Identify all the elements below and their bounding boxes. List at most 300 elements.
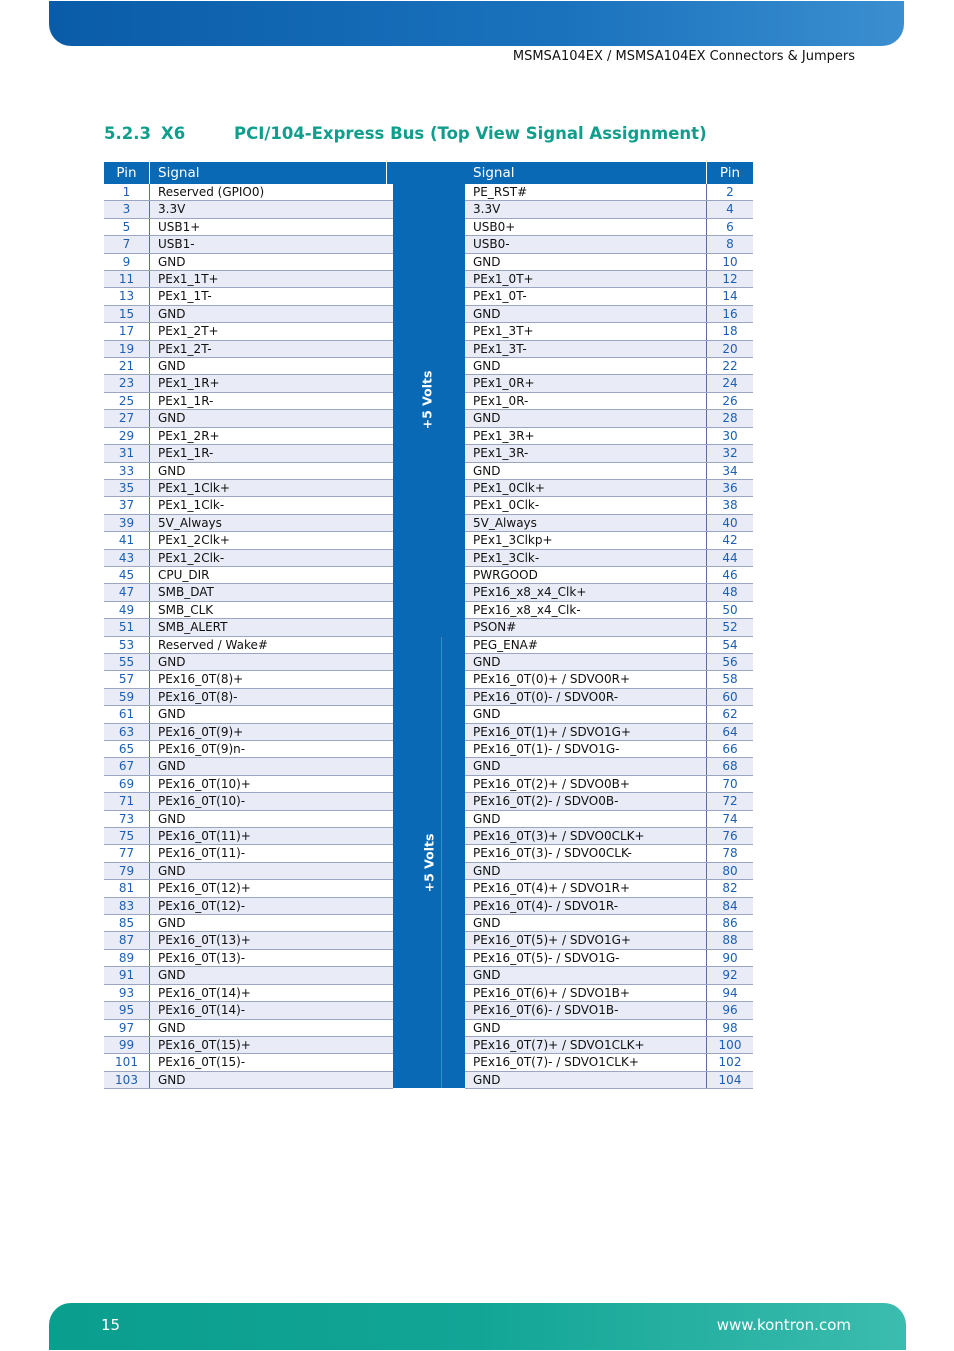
pin-number: 40 — [722, 515, 738, 530]
footer-url[interactable]: www.kontron.com — [716, 1316, 851, 1334]
table-row — [465, 619, 753, 636]
header-title: MSMSA104EX / MSMSA104EX Connectors & Jumpers — [512, 49, 855, 64]
table-row — [465, 1020, 753, 1037]
signal-name: PEx1_3Clk- — [465, 550, 707, 566]
signal-name: 3.3V — [465, 201, 707, 217]
pin-number: 11 — [104, 271, 150, 287]
table-row — [104, 932, 393, 949]
pin-number: 42 — [722, 533, 738, 548]
signal-name: GND — [465, 915, 707, 931]
signal-name: PEx16_0T(13)- — [158, 950, 246, 965]
table-row — [104, 375, 393, 392]
table-row — [104, 306, 393, 323]
table-row — [465, 515, 753, 532]
table-row — [104, 219, 393, 236]
pin-number: 41 — [104, 532, 150, 548]
table-row — [465, 602, 753, 619]
pin-number: 62 — [722, 707, 738, 722]
signal-name: USB1- — [158, 237, 195, 252]
pin-number: 28 — [722, 411, 738, 426]
table-row — [104, 428, 393, 445]
signal-name: PEx1_1R+ — [158, 376, 220, 391]
pin-number: 52 — [722, 620, 738, 635]
pin-number: 10 — [722, 254, 738, 269]
signal-name: PEx16_0T(12)- — [158, 898, 246, 913]
table-row — [465, 341, 753, 358]
signal-name: Reserved / Wake# — [158, 637, 268, 652]
signal-name: PEx1_1T- — [158, 289, 212, 304]
pin-number: 67 — [104, 758, 150, 774]
volts-divider — [441, 637, 442, 1088]
pin-number: 76 — [722, 829, 738, 844]
pin-number: 1 — [104, 184, 150, 200]
table-row — [104, 341, 393, 358]
signal-name: PEx16_0T(9)n- — [158, 742, 246, 756]
pin-number: 25 — [104, 393, 150, 409]
table-row — [465, 306, 753, 323]
pin-number: 30 — [722, 428, 738, 443]
table-row — [104, 671, 393, 688]
pin-number: 74 — [722, 811, 738, 826]
pin-number: 68 — [722, 759, 738, 774]
signal-name: PEx16_0T(11)+ — [158, 829, 251, 844]
pin-number: 36 — [722, 480, 738, 495]
pin-number: 20 — [722, 341, 738, 356]
pin-number: 51 — [104, 619, 150, 635]
table-row — [465, 497, 753, 514]
table-row — [104, 863, 393, 880]
signal-name: PEx1_1R- — [158, 446, 214, 461]
signal-name: GND — [158, 863, 186, 878]
pin-number: 79 — [104, 863, 150, 879]
pin-number: 48 — [722, 585, 738, 600]
table-row — [465, 880, 753, 897]
pin-number: 70 — [722, 776, 738, 791]
pin-number: 9 — [104, 254, 150, 270]
signal-name: USB1+ — [158, 219, 201, 234]
pin-number: 5 — [104, 219, 150, 235]
signal-name: GND — [158, 707, 186, 722]
signal-name: SMB_DAT — [158, 585, 214, 600]
table-row — [465, 219, 753, 236]
table-row — [104, 480, 393, 497]
table-row — [465, 201, 753, 218]
table-row — [104, 567, 393, 584]
table-row — [104, 845, 393, 862]
table-row — [465, 724, 753, 741]
pin-number: 80 — [722, 863, 738, 878]
signal-name: PEx16_0T(4)- / SDVO1R- — [465, 898, 707, 914]
table-row — [465, 584, 753, 601]
pin-number: 100 — [718, 1037, 742, 1052]
table-row — [104, 410, 393, 427]
table-row — [465, 863, 753, 880]
pin-number: 85 — [104, 915, 150, 931]
pin-number: 65 — [104, 741, 150, 757]
volts-bar-lower — [393, 637, 465, 1088]
pin-number: 53 — [104, 637, 150, 653]
signal-name: PEx1_1Clk- — [158, 498, 225, 513]
signal-name: GND — [465, 1072, 707, 1088]
pin-number: 84 — [722, 898, 738, 913]
table-header-left — [104, 162, 393, 184]
signal-name: PEx1_1Clk+ — [158, 480, 230, 495]
pin-number: 21 — [104, 358, 150, 374]
pin-number: 58 — [722, 672, 738, 687]
pin-number: 99 — [104, 1037, 150, 1053]
table-row — [104, 463, 393, 480]
table-row — [104, 758, 393, 775]
pin-number: 59 — [104, 689, 150, 705]
pin-number: 97 — [104, 1020, 150, 1036]
table-row — [104, 967, 393, 984]
pin-number: 93 — [104, 985, 150, 1001]
pin-number: 55 — [104, 654, 150, 670]
table-row — [104, 515, 393, 532]
table-row — [465, 1037, 753, 1054]
pin-number: 78 — [722, 846, 738, 861]
signal-name: PEx1_0T- — [465, 288, 707, 304]
signal-name: GND — [465, 254, 707, 270]
signal-name: GND — [158, 654, 186, 669]
signal-name: GND — [158, 968, 186, 983]
footer-bar — [49, 1303, 906, 1350]
section-number: 5.2.3 — [104, 124, 151, 143]
table-row — [465, 985, 753, 1002]
pin-number: 92 — [722, 968, 738, 983]
table-row — [104, 654, 393, 671]
table-row — [104, 393, 393, 410]
signal-name: GND — [158, 759, 186, 774]
table-row — [104, 898, 393, 915]
signal-name: PEx16_0T(4)+ / SDVO1R+ — [465, 880, 707, 896]
signal-name: PEx1_3T+ — [465, 323, 707, 339]
signal-name: PEx16_0T(0)+ / SDVO0R+ — [465, 671, 707, 687]
pin-number: 90 — [722, 950, 738, 965]
signal-name: PEx1_2Clk- — [158, 550, 225, 565]
signal-name: PEx1_2T+ — [158, 324, 219, 339]
signal-name: PEG_ENA# — [465, 637, 707, 653]
table-row — [104, 724, 393, 741]
table-row — [104, 811, 393, 828]
pin-number: 46 — [722, 567, 738, 582]
pin-number: 81 — [104, 880, 150, 896]
table-row — [104, 619, 393, 636]
signal-name: GND — [465, 463, 707, 479]
column-header-pin: Pin — [104, 162, 150, 184]
signal-name: PEx16_x8_x4_Clk+ — [465, 584, 707, 600]
table-row — [104, 184, 393, 201]
signal-name: PSON# — [465, 619, 707, 635]
signal-name: GND — [465, 358, 707, 374]
pin-number: 22 — [722, 359, 738, 374]
signal-name: PEx1_2Clk+ — [158, 533, 230, 548]
signal-name: PEx1_1R- — [158, 393, 214, 408]
pin-number: 12 — [722, 272, 738, 287]
table-row — [104, 637, 393, 654]
pin-number: 87 — [104, 932, 150, 948]
page-number: 15 — [101, 1316, 121, 1334]
table-row — [104, 1072, 393, 1089]
signal-name: GND — [465, 706, 707, 722]
signal-name: PEx16_0T(6)+ / SDVO1B+ — [465, 985, 707, 1001]
signal-name: PWRGOOD — [465, 567, 707, 583]
table-row — [465, 323, 753, 340]
table-row — [465, 828, 753, 845]
pin-number: 15 — [104, 306, 150, 322]
table-row — [465, 689, 753, 706]
signal-name: PEx1_3T- — [465, 341, 707, 357]
table-row — [465, 463, 753, 480]
signal-name: PEx1_0T+ — [465, 271, 707, 287]
table-row — [465, 1054, 753, 1071]
table-row — [104, 445, 393, 462]
table-row — [104, 602, 393, 619]
pin-number: 94 — [722, 985, 738, 1000]
signal-name: PEx16_0T(8)+ — [158, 672, 244, 687]
signal-name: PEx1_2T- — [158, 341, 212, 356]
signal-name: PEx16_0T(1)- / SDVO1G- — [465, 741, 707, 757]
pin-number: 26 — [722, 393, 738, 408]
pin-number: 3 — [104, 201, 150, 217]
pin-number: 91 — [104, 967, 150, 983]
pin-number: 6 — [726, 219, 734, 234]
signal-name: PEx1_0Clk- — [465, 497, 707, 513]
table-row — [465, 637, 753, 654]
table-row — [465, 445, 753, 462]
signal-name: GND — [158, 359, 186, 374]
signal-name: 3.3V — [158, 202, 186, 217]
signal-name: GND — [465, 758, 707, 774]
signal-name: 5V_Always — [158, 515, 222, 530]
signal-name: GND — [158, 463, 186, 478]
pin-number: 56 — [722, 654, 738, 669]
pin-number: 43 — [104, 550, 150, 566]
table-row — [465, 706, 753, 723]
signal-name: GND — [158, 1020, 186, 1035]
table-row — [104, 776, 393, 793]
table-row — [104, 828, 393, 845]
section-connector: X6 — [161, 124, 186, 143]
signal-name: PEx1_3R- — [465, 445, 707, 461]
pin-number: 96 — [722, 1003, 738, 1018]
pin-number: 27 — [104, 410, 150, 426]
signal-name: PEx1_0R+ — [465, 375, 707, 391]
volts-bar-upper — [393, 162, 465, 637]
column-header-pin: Pin — [719, 165, 741, 181]
pin-number: 31 — [104, 445, 150, 461]
pin-number: 33 — [104, 463, 150, 479]
table-row — [104, 532, 393, 549]
table-row — [465, 428, 753, 445]
signal-name: USB0- — [465, 236, 707, 252]
signal-name: 5V_Always — [465, 515, 707, 531]
signal-name: PEx16_0T(0)- / SDVO0R- — [465, 689, 707, 705]
signal-name: PEx16_x8_x4_Clk- — [465, 602, 707, 618]
pin-number: 57 — [104, 671, 150, 687]
signal-name: PEx1_0Clk+ — [465, 480, 707, 496]
signal-name: SMB_CLK — [158, 602, 214, 617]
pin-number: 61 — [104, 706, 150, 722]
table-row — [465, 550, 753, 567]
signal-name: GND — [465, 1020, 707, 1036]
volts-label-lower: +5 Volts — [421, 833, 437, 892]
table-row — [465, 811, 753, 828]
table-row — [465, 1072, 753, 1089]
table-row — [465, 236, 753, 253]
pin-number: 72 — [722, 794, 738, 809]
table-row — [104, 201, 393, 218]
table-row — [465, 950, 753, 967]
signal-name: PEx16_0T(13)+ — [158, 933, 251, 948]
pin-number: 4 — [726, 202, 734, 217]
signal-name: PEx1_1T+ — [158, 272, 219, 287]
signal-name: PEx16_0T(1)+ / SDVO1G+ — [465, 724, 707, 740]
table-row — [104, 985, 393, 1002]
signal-name: PEx16_0T(5)- / SDVO1G- — [465, 950, 707, 966]
pin-number: 37 — [104, 497, 150, 513]
signal-name: GND — [158, 811, 186, 826]
signal-name: PEx16_0T(14)- — [158, 1003, 246, 1018]
table-row — [104, 254, 393, 271]
pin-number: 29 — [104, 428, 150, 444]
pin-number: 44 — [722, 550, 738, 565]
table-row — [104, 358, 393, 375]
table-row — [104, 915, 393, 932]
table-row — [465, 375, 753, 392]
signal-name: GND — [158, 1072, 186, 1087]
pin-number: 45 — [104, 567, 150, 583]
signal-name: PEx1_3Clkp+ — [465, 532, 707, 548]
signal-name: PEx16_0T(7)+ / SDVO1CLK+ — [465, 1037, 707, 1053]
signal-name: GND — [158, 306, 186, 321]
table-row — [104, 1002, 393, 1019]
signal-name: PE_RST# — [465, 184, 707, 200]
table-row — [465, 567, 753, 584]
signal-name: PEx16_0T(11)- — [158, 846, 246, 861]
signal-name: PEx1_0R- — [465, 393, 707, 409]
table-row — [104, 1037, 393, 1054]
table-row — [465, 758, 753, 775]
pin-number: 49 — [104, 602, 150, 618]
volts-label-upper: +5 Volts — [419, 370, 435, 429]
signal-name: PEx16_0T(2)+ / SDVO0B+ — [465, 776, 707, 792]
pin-number: 71 — [104, 793, 150, 809]
pin-number: 82 — [722, 881, 738, 896]
table-row — [104, 288, 393, 305]
signal-name: GND — [158, 254, 186, 269]
signal-name: USB0+ — [465, 219, 707, 235]
signal-name: PEx16_0T(3)+ / SDVO0CLK+ — [465, 828, 707, 844]
signal-name: PEx16_0T(6)- / SDVO1B- — [465, 1002, 707, 1018]
table-row — [104, 323, 393, 340]
table-row — [465, 793, 753, 810]
signal-name: PEx16_0T(3)- / SDVO0CLK- — [465, 845, 707, 861]
signal-name: PEx16_0T(14)+ — [158, 985, 251, 1000]
pin-number: 39 — [104, 515, 150, 531]
signal-name: GND — [465, 967, 707, 983]
section-title: PCI/104-Express Bus (Top View Signal Assignment) — [234, 124, 707, 143]
signal-name: PEx16_0T(8)- — [158, 689, 238, 704]
pin-number: 88 — [722, 933, 738, 948]
pin-number: 69 — [104, 776, 150, 792]
table-row — [465, 898, 753, 915]
pin-number: 54 — [722, 637, 738, 652]
signal-name: GND — [465, 306, 707, 322]
pin-number: 50 — [722, 602, 738, 617]
table-row — [465, 271, 753, 288]
signal-name: SMB_ALERT — [158, 620, 228, 635]
table-row — [465, 410, 753, 427]
table-row — [465, 932, 753, 949]
signal-name: GND — [465, 654, 707, 670]
signal-name: PEx16_0T(15)- — [158, 1055, 246, 1070]
signal-name: GND — [465, 811, 707, 827]
table-row — [465, 845, 753, 862]
table-row — [465, 1002, 753, 1019]
table-row — [104, 741, 393, 758]
pin-number: 8 — [726, 237, 734, 252]
table-row — [465, 776, 753, 793]
table-row — [104, 497, 393, 514]
pin-number: 38 — [722, 498, 738, 513]
table-row — [104, 584, 393, 601]
pin-number: 66 — [722, 742, 738, 756]
pin-number: 101 — [104, 1054, 150, 1070]
pin-number: 75 — [104, 828, 150, 844]
pin-number: 13 — [104, 288, 150, 304]
pin-number: 7 — [104, 236, 150, 252]
pin-number: 60 — [722, 689, 738, 704]
signal-name: Reserved (GPIO0) — [158, 185, 265, 199]
pin-number: 102 — [718, 1055, 742, 1070]
table-row — [104, 236, 393, 253]
signal-name: PEx16_0T(10)- — [158, 794, 246, 809]
pin-number: 16 — [722, 306, 738, 321]
pin-number: 18 — [722, 324, 738, 339]
pin-number: 86 — [722, 916, 738, 931]
column-header-signal: Signal — [150, 162, 387, 184]
pin-number: 77 — [104, 845, 150, 861]
signal-name: PEx16_0T(10)+ — [158, 776, 251, 791]
signal-name: PEx16_0T(5)+ / SDVO1G+ — [465, 932, 707, 948]
table-row — [465, 915, 753, 932]
pin-number: 83 — [104, 898, 150, 914]
table-row — [465, 393, 753, 410]
table-row — [465, 358, 753, 375]
pin-number: 104 — [718, 1072, 742, 1087]
pin-number: 64 — [722, 724, 738, 739]
pin-number: 34 — [722, 463, 738, 478]
column-header-signal: Signal — [465, 162, 707, 184]
signal-name: GND — [465, 863, 707, 879]
pin-number: 103 — [104, 1072, 150, 1088]
pin-number: 19 — [104, 341, 150, 357]
pin-table-left — [104, 162, 393, 1089]
table-row — [465, 671, 753, 688]
signal-name: PEx16_0T(2)- / SDVO0B- — [465, 793, 707, 809]
table-row — [465, 254, 753, 271]
table-row — [104, 793, 393, 810]
table-row — [465, 184, 753, 201]
table-row — [465, 967, 753, 984]
pin-number: 63 — [104, 724, 150, 740]
table-row — [104, 271, 393, 288]
signal-name: PEx16_0T(12)+ — [158, 881, 251, 896]
table-row — [465, 654, 753, 671]
pin-number: 23 — [104, 375, 150, 391]
signal-name: GND — [158, 411, 186, 426]
